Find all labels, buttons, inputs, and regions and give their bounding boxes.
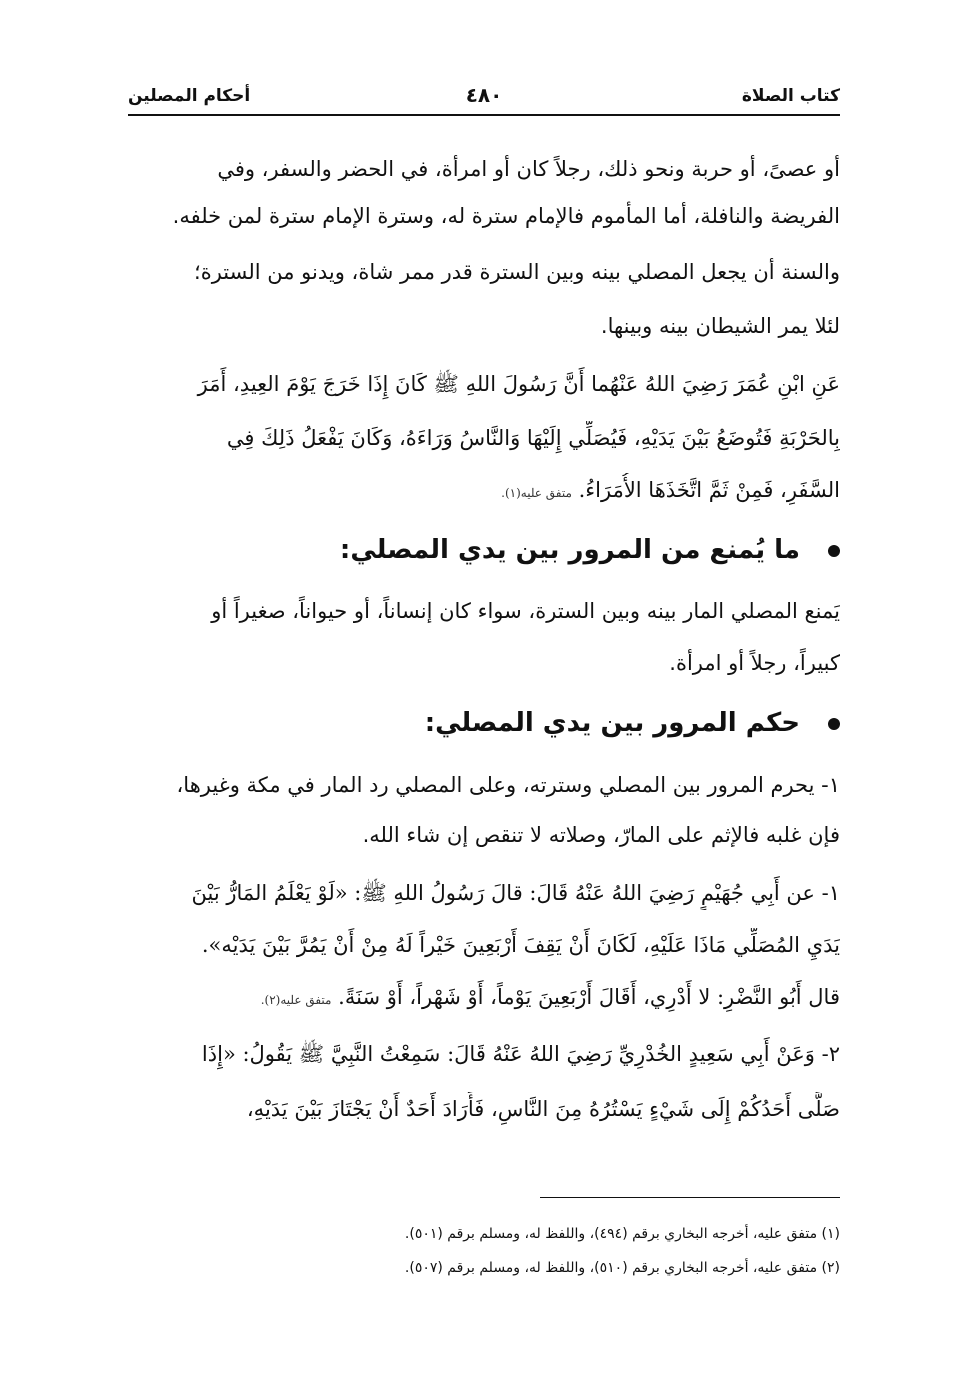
heading-ruling-on-passing [126,703,840,743]
heading2-text: حكم المرور بين يدي المصلي: [424,708,800,738]
item1-line-1: ١- يحرم المرور بين المصلي وسترته، وعلى المصلي رد المار في مكة وغيرها، [176,773,840,797]
bullet-icon [828,545,840,557]
section-title: أحكام المصلين [128,86,251,106]
hadith2-line-1: ١- عن أَبِي جُهَيْمٍ رَضِيَ اللهُ عَنْهُ قَالَ: قالَ رَسُولُ اللهِ ﷺ: «لَوْ يَعْلَمُ المَارُّ بَيْنَ [191,881,840,905]
footnote-2: (٢) متفق عليه، أخرجه البخاري برقم (٥١٠)، واللفظ له، ومسلم برقم (٥٠٧). [404,1260,840,1276]
bullet-icon [828,718,840,730]
hadith3-line-1: ٢- وَعَنْ أَبِي سَعِيدٍ الخُدْرِيِّ رَضِيَ اللهُ عَنْهُ قَالَ: سَمِعْتُ النَّبِيَّ ﷺ يَقُولُ: «إِذَا [201,1042,840,1066]
para3-line-1: يَمنع المصلي المار بينه وبين السترة، سواء كان إنساناً، أو حيواناً، صغيراً أو [211,599,840,623]
hadith1-line-2: بِالحَرْبَةِ فَتُوضَعُ بَيْنَ يَدَيْهِ، فَيُصَلِّي إِلَيْهَا وَالنَّاسُ وَرَاءَهُ، وَكَانَ يَفْعَلُ ذَلِكَ فِي [226,426,840,450]
hadith1-reference: متفق عليه(١). [501,486,572,500]
para3-line-2: كبيراً، رجلاً أو امرأة. [669,651,840,675]
hadith3-line-2: صَلَّى أَحَدُكُمْ إِلَى شَيْءٍ يَسْتُرُهُ مِنَ النَّاسِ، فَأَرَادَ أَحَدٌ أَنْ يَجْتَازَ بَيْنَ يَدَيْهِ، [246,1097,840,1121]
heading-what-prevents-passing [126,530,840,570]
page-header [128,82,840,116]
page-number: ٤٨٠ [465,83,503,107]
para2-line-2: لئلا يمر الشيطان بينه وبينها. [600,314,840,338]
item1-line-2: فإن غلبه فالإثم على المارّ، وصلاته لا تنقص إن شاء الله. [362,823,840,847]
hadith2-line-3 [126,980,840,1017]
para1-line-1: أو عصىً، أو حربة ونحو ذلك، رجلاً كان أو امرأة، في الحضر والسفر، وفي [217,157,840,181]
hadith2-reference: متفق عليه(٢). [260,993,332,1007]
footnote-rule [540,1197,840,1198]
footnote-1: (١) متفق عليه، أخرجه البخاري برقم (٤٩٤)، واللفظ له، ومسلم برقم (٥٠١). [404,1226,840,1242]
para1-line-2: الفريضة والنافلة، أما المأموم فالإمام سترة له، وسترة الإمام سترة لمن خلفه. [172,204,840,228]
hadith1-line-1: عَنِ ابْنِ عُمَرَ رَضِيَ اللهُ عَنْهُما أَنَّ رَسُولَ اللهِ ﷺ كَانَ إِذَا خَرَجَ يَوْمَ العِيدِ، أَمَرَ [197,372,840,396]
hadith2-line-3-text: قال أَبُو النَّضْرِ: لا أَدْرِي، أَقَالَ أَرْبَعِينَ يَوْماً، أَوْ شَهْراً، أَوْ سَنَةً. [338,985,840,1009]
para2-line-1: والسنة أن يجعل المصلي بينه وبين السترة قدر ممر شاة، ويدنو من السترة؛ [194,260,840,284]
hadith1-line-3-text: السَّفَرِ، فَمِنْ ثَمَّ اتَّخَذَهَا الأُمَرَاءُ. [578,478,840,502]
heading1-text: ما يُمنع من المرور بين يدي المصلي: [339,535,800,565]
hadith2-line-2: يَدَيِ المُصَلِّي مَاذَا عَلَيْهِ، لَكَانَ أَنْ يَقِفَ أَرْبَعِينَ خَيْراً لَهُ مِنْ أَنْ يَمُرَّ بَيْنَ يَدَيْه». [201,933,840,957]
header-rule [128,114,840,116]
chapter-title: كتاب الصلاة [741,86,840,106]
hadith1-line-3 [126,473,840,510]
